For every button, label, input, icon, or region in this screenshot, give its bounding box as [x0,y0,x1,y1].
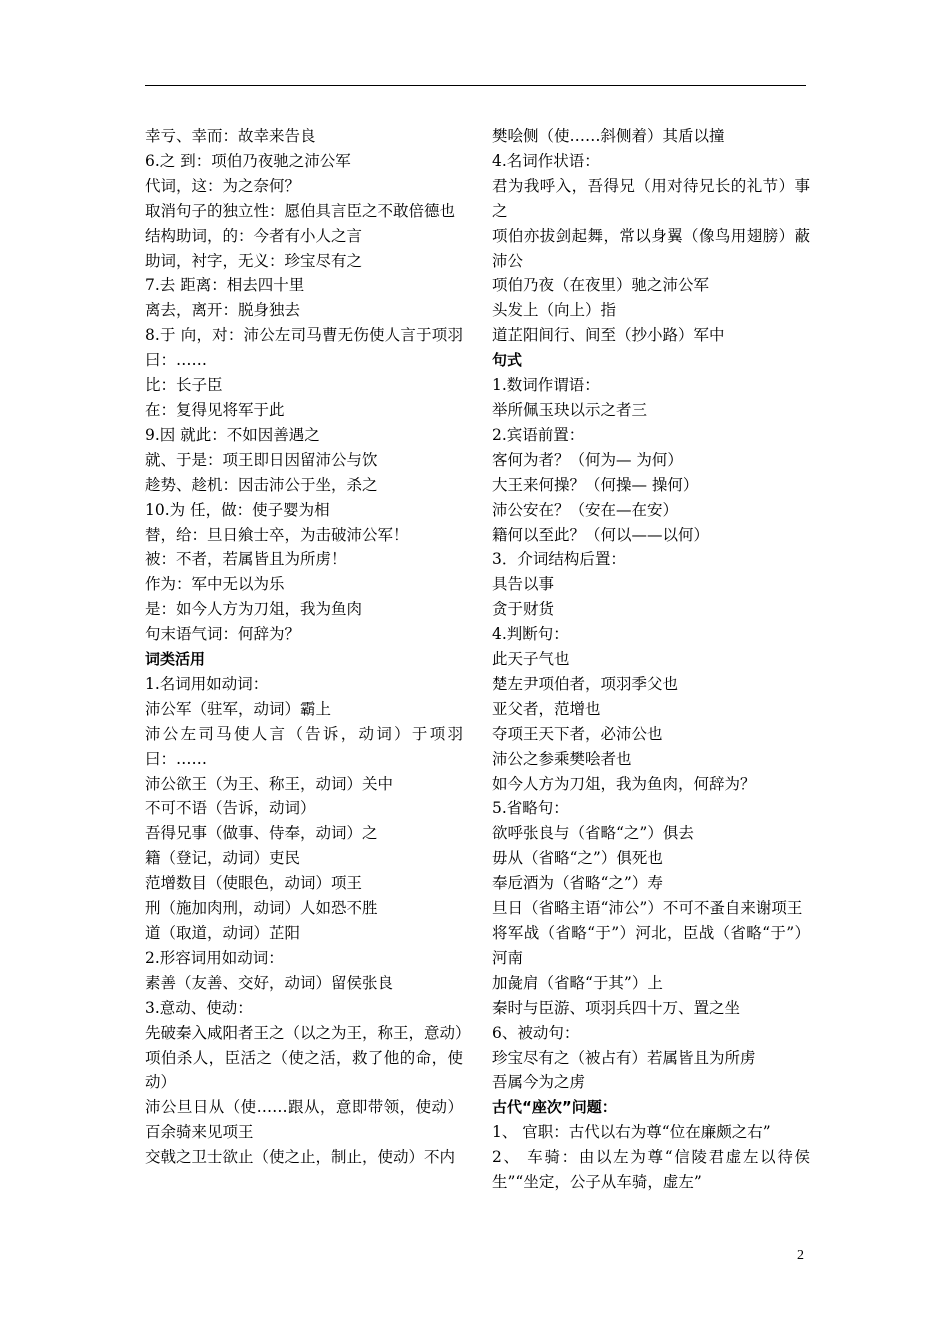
text-line: 头发上（向上）指 [492,301,617,320]
text-line: 6、被动句： [492,1023,580,1042]
text-line: 结构助词，的：今者有小人之言 [145,226,363,245]
text-line: 3．介词结构后置： [492,550,626,569]
text-line: 沛公旦日从（使……跟从，意即带领，使动）百余骑来见项王 [145,1098,463,1142]
text-line: 楚左尹项伯者，项羽季父也 [492,674,679,693]
text-line: 君为我呼入，吾得兄（用对待兄长的礼节）事之 [492,176,810,220]
text-line: 素善（友善、交好，动词）留侯张良 [145,973,394,992]
text-line: 籍（登记，动词）吏民 [145,849,301,868]
text-line: 代词，这：为之奈何？ [145,176,301,195]
right-column [492,124,810,1195]
text-line: 将军战（省略“于”）河北，臣战（省略“于”）河南 [492,924,810,967]
page-number: 2 [797,1248,804,1263]
text-line: 4.判断句： [492,625,569,644]
text-line: 道（取道，动词）芷阳 [145,924,301,942]
text-line: 取消句子的独立性：愿伯具言臣之不敢倍德也 [145,201,456,220]
text-line: 幸亏、幸而：故幸来告良 [145,127,316,145]
text-line: 8.于 向，对：沛公左司马曹无伤使人言于项羽曰：…… [145,326,463,370]
text-line: 项伯亦拔剑起舞，常以身翼（像鸟用翅膀）蔽沛公 [492,226,810,270]
text-line: 句末语气词：何辞为？ [145,625,301,644]
text-line: 不可不语（告诉，动词） [145,799,316,818]
text-line: 离去，离开：脱身独去 [145,301,301,320]
text-line: 比：长子臣 [145,376,223,395]
text-line: 欲呼张良与（省略“之”）俱去 [492,824,694,843]
text-line: 夺项王天下者，必沛公也 [492,724,663,743]
text-line: 亚父者，范增也 [492,699,601,718]
header-rule [145,85,806,86]
text-line: 樊哙侧（使……斜侧着）其盾以撞 [492,127,725,145]
text-line: 加彘肩（省略“于其”）上 [492,973,663,992]
text-line: 举所佩玉玦以示之者三 [492,400,648,419]
text-line: 趁势、趁机：因击沛公于坐，杀之 [145,475,378,494]
text-line: 贪于财货 [492,600,555,619]
text-line: 5.省略句： [492,799,569,818]
text-line: 秦时与臣游、项羽兵四十万、置之坐 [492,998,741,1017]
text-line: 1.名词用如动词： [145,674,269,693]
left-column [145,124,471,1170]
text-line: 9.因 就此：不如因善遇之 [145,425,320,444]
text-line: 范增数目（使眼色，动词）项王 [145,874,363,893]
text-line: 毋从（省略“之”）俱死也 [492,849,663,868]
text-line: 具告以事 [492,575,555,594]
text-line: 7.去 距离：相去四十里 [145,276,305,295]
text-line: 奉卮酒为（省略“之”）寿 [492,874,663,893]
text-line: 被：不者，若属皆且为所虏！ [145,550,347,569]
text-line: 2、 车骑：由以左为尊“信陵君虚左以待侯生”“坐定，公子从车骑，虚左” [492,1148,810,1192]
text-line: 吾得兄事（做事、侍奉，动词）之 [145,824,378,843]
text-line: 项伯乃夜（在夜里）驰之沛公军 [492,276,710,295]
text-line: 吾属今为之虏 [492,1073,586,1092]
text-line: 旦日（省略主语“沛公”）不可不蚤自来谢项王 [492,899,803,918]
text-line: 刑（施加肉刑，动词）人如恐不胜 [145,899,378,918]
text-line: 沛公安在？（安在—在安） [492,500,679,519]
text-line: 先破秦入咸阳者王之（以之为王，称王，意动） [145,1023,471,1042]
text-line: 作为：军中无以为乐 [145,575,285,594]
text-line: 1、 官职：古代以右为尊“位在廉颇之右” [492,1123,771,1142]
text-line: 项伯杀人，臣活之（使之活，救了他的命，使动） [145,1048,463,1092]
text-line: 籍何以至此？（何以——以何） [492,525,710,544]
text-line: 就、于是：项王即日因留沛公与饮 [145,450,378,469]
text-line: 沛公之参乘樊哙者也 [492,749,632,768]
text-line: 客何为者？（何为— 为何） [492,450,683,469]
text-line: 道芷阳间行、间至（抄小路）军中 [492,326,725,345]
text-line: 替，给：旦日飨士卒，为击破沛公军！ [145,525,409,544]
section-heading: 句式 [492,351,523,370]
text-line: 如今人方为刀俎，我为鱼肉，何辞为？ [492,774,756,793]
text-line: 此天子气也 [492,650,570,669]
text-line: 是：如今人方为刀俎，我为鱼肉 [145,600,363,619]
text-line: 交戟之卫士欲止（使之止，制止，使动）不内 [145,1148,456,1167]
text-line: 4.名词作状语： [492,151,600,170]
text-line: 沛公军（驻军，动词）霸上 [145,699,332,718]
text-line: 2.宾语前置： [492,425,585,444]
text-line: 6.之 到：项伯乃夜驰之沛公军 [145,151,351,170]
text-line: 沛公左司马使人言（告诉，动词）于项羽曰：…… [145,724,463,768]
text-line: 珍宝尽有之（被占有）若属皆且为所虏 [492,1048,756,1067]
text-line: 助词，衬字，无义：珍宝尽有之 [145,251,363,270]
text-line: 沛公欲王（为王、称王，动词）关中 [145,774,394,793]
text-line: 1.数词作谓语： [492,376,600,395]
section-heading: 古代“座次”问题： [492,1098,617,1117]
text-line: 大王来何操？（何操— 操何） [492,475,699,494]
text-line: 10.为 任，做：使子婴为相 [145,500,330,519]
section-heading: 词类活用 [145,650,206,669]
text-line: 3.意动、使动： [145,998,253,1017]
text-line: 在：复得见将军于此 [145,400,285,419]
text-line: 2.形容词用如动词： [145,948,284,967]
